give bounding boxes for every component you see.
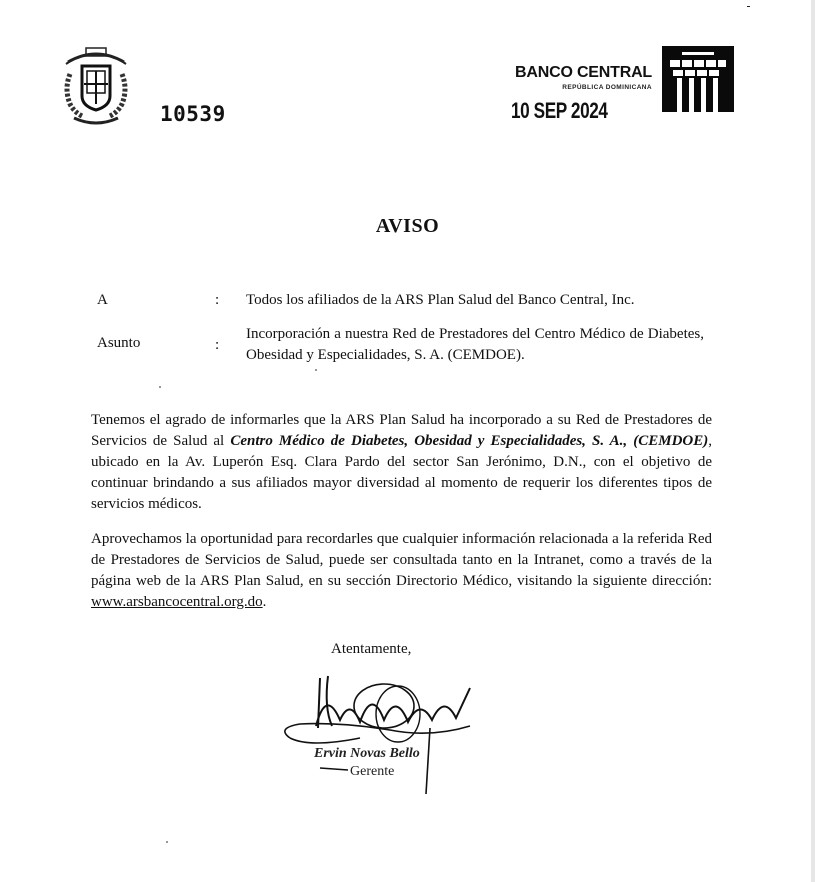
page-edge — [811, 0, 815, 882]
received-date-stamp: 10 SEP 2024 — [511, 98, 608, 123]
bank-columns-logo-icon — [662, 46, 734, 112]
paragraph-2-period: . — [262, 594, 267, 610]
closing-salutation: Atentamente, — [331, 641, 412, 657]
paragraph-1-text: Tenemos el agrado de informarles que la ARS Plan Salud ha incorporado a su Red de Prestadores de Servicios de Salud al — [91, 412, 712, 449]
scan-speck — [315, 369, 317, 371]
signer-name: Ervin Novas Bello — [314, 746, 420, 761]
field-separator: : — [215, 337, 220, 353]
scan-speck — [159, 386, 161, 388]
field-value-recipients: Todos los afiliados de la ARS Plan Salud del Banco Central, Inc. — [246, 292, 635, 308]
bank-subtitle: REPÚBLICA DOMINICANA — [562, 84, 652, 91]
field-label-asunto: Asunto — [97, 335, 141, 351]
body-paragraph-1 — [91, 410, 712, 515]
body-paragraph-2 — [91, 529, 712, 613]
paragraph-1-text-end: , ubicado en la Av. Luperón Esq. Clara Pardo del sector San Jerónimo, D.N., con el objetivo de continuar brindando a sus afiliados mayor diversidad al momento de requerir los diferentes tipos de servicios médicos. — [91, 433, 712, 512]
scan-speck — [166, 841, 168, 843]
provider-name: Centro Médico de Diabetes, Obesidad y Especialidades, S. A., (CEMDOE) — [230, 433, 709, 449]
field-separator: : — [215, 292, 220, 308]
bank-name: BANCO CENTRAL — [515, 64, 652, 81]
document-number: 10539 — [160, 102, 226, 126]
document-title: AVISO — [375, 215, 440, 237]
field-label-a: A — [97, 292, 108, 308]
website-link[interactable]: www.arsbancocentral.org.do — [91, 594, 263, 610]
scan-mark — [747, 6, 750, 7]
field-value-subject: Incorporación a nuestra Red de Prestadores del Centro Médico de Diabetes, Obesidad y Especialidades, S. A. (CEMDOE). — [246, 326, 704, 363]
signer-role: Gerente — [350, 764, 395, 779]
coat-of-arms-icon — [60, 44, 132, 126]
paragraph-2-text: Aprovechamos la oportunidad para recordarles que cualquier información relacionada a la referida Red de Prestadores de Servicios de Salud, puede ser consultada tanto en la Intranet, como a través de la página web de la ARS Plan Salud, en su sección Directorio Médico, visitando la siguiente dirección: — [91, 531, 712, 589]
